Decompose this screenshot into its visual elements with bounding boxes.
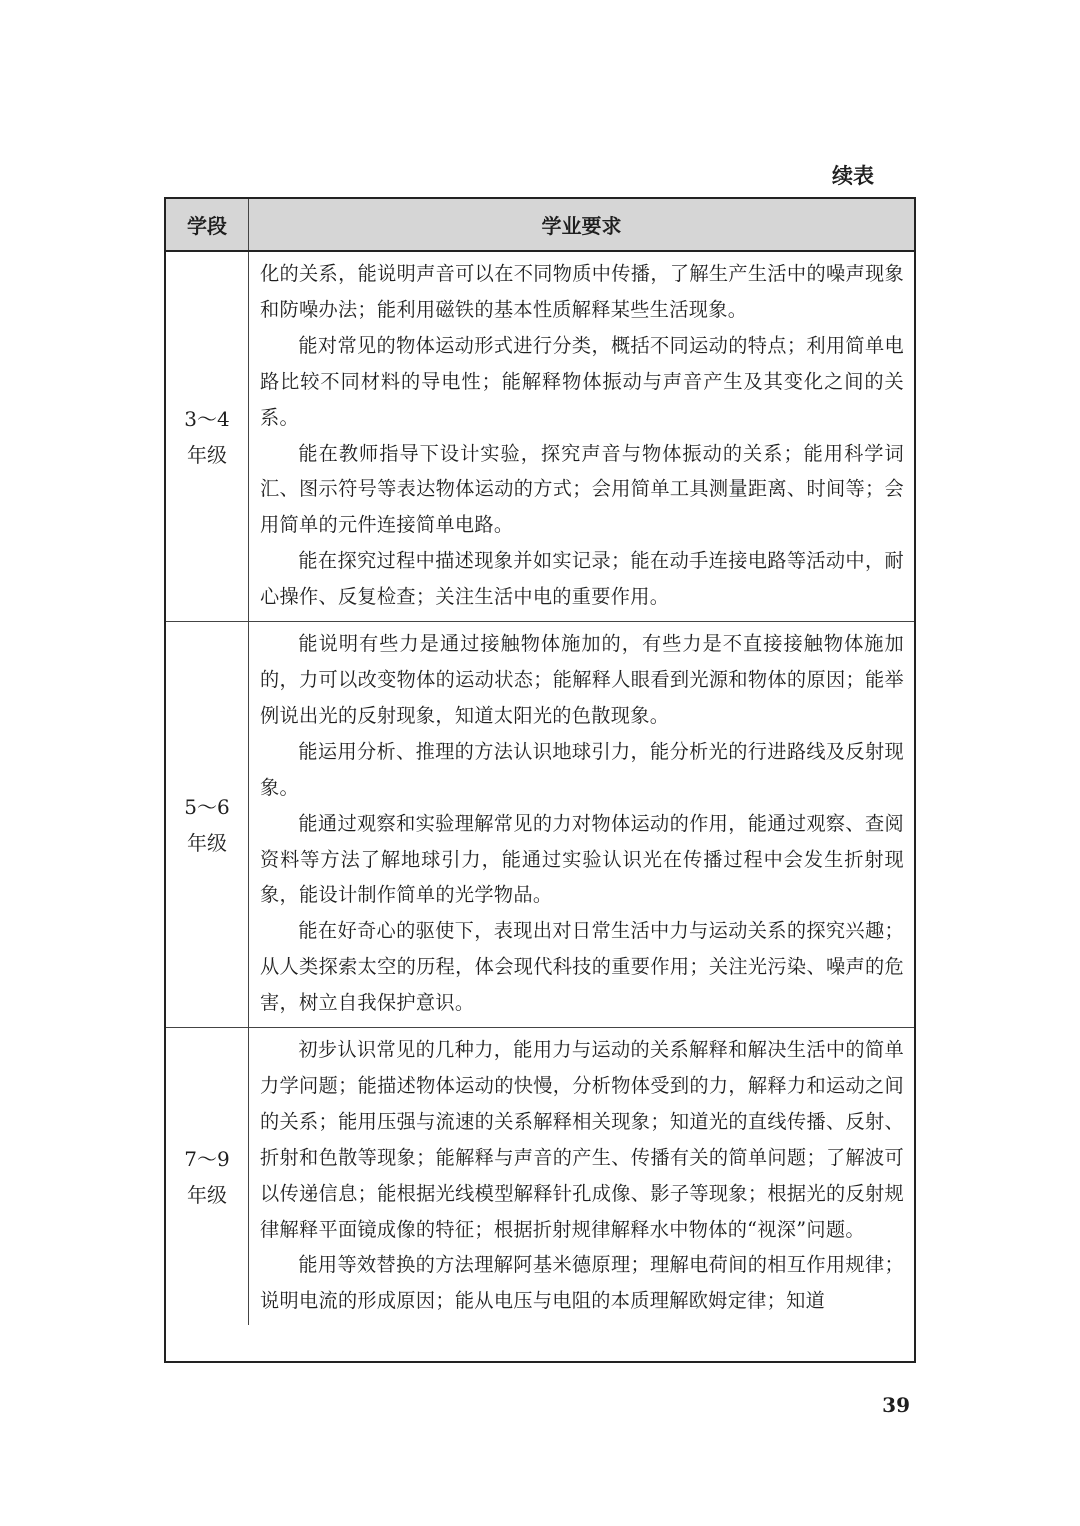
header-requirements: 学业要求 xyxy=(249,199,915,251)
grade-suffix: 年级 xyxy=(187,442,227,467)
requirement-paragraph: 能通过观察和实验理解常见的力对物体运动的作用，能通过观察、查阅资料等方法了解地球引力，能通过实验认识光在传播过程中会发生折射现象，能设计制作简单的光学物品。 xyxy=(260,811,904,907)
requirements-table xyxy=(164,197,916,1363)
requirement-paragraph: 能在探究过程中描述现象并如实记录；能在动手连接电路等活动中，耐心操作、反复检查；关注生活中电的重要作用。 xyxy=(260,549,904,609)
requirement-paragraph: 能运用分析、推理的方法认识地球引力，能分析光的行进路线及反射现象。 xyxy=(260,739,904,799)
grade-cell xyxy=(166,622,249,1028)
grade-range: 5～6 xyxy=(184,794,230,819)
requirement-paragraph: 能用等效替换的方法理解阿基米德原理；理解电荷间的相互作用规律；说明电流的形成原因；能从电压与电阻的本质理解欧姆定律；知道 xyxy=(260,1253,904,1313)
requirements-cell xyxy=(249,1028,915,1326)
requirement-paragraph: 能说明有些力是通过接触物体施加的，有些力是不直接接触物体施加的，力可以改变物体的运动状态；能解释人眼看到光源和物体的原因；能举例说出光的反射现象，知道太阳光的色散现象。 xyxy=(260,632,904,727)
requirement-paragraph: 化的关系，能说明声音可以在不同物质中传播，了解生产生活中的噪声现象和防噪办法；能利用磁铁的基本性质解释某些生活现象。 xyxy=(260,262,904,321)
grade-range: 7～9 xyxy=(184,1146,230,1171)
table-header-row xyxy=(166,199,914,251)
requirements-cell xyxy=(249,622,915,1028)
page-number: 39 xyxy=(882,1393,910,1417)
continued-label: 续表 xyxy=(832,164,874,188)
requirement-paragraph: 能对常见的物体运动形式进行分类，概括不同运动的特点；利用简单电路比较不同材料的导电性；能解释物体振动与声音产生及其变化之间的关系。 xyxy=(260,333,904,429)
grade-suffix: 年级 xyxy=(187,1182,227,1207)
grade-cell xyxy=(166,251,249,622)
table-row-grade-7-9 xyxy=(166,1028,914,1326)
requirement-paragraph: 能在教师指导下设计实验，探究声音与物体振动的关系；能用科学词汇、图示符号等表达物体运动的方式；会用简单工具测量距离、时间等；会用简单的元件连接简单电路。 xyxy=(260,441,904,537)
requirement-paragraph: 初步认识常见的几种力，能用力与运动的关系解释和解决生活中的简单力学问题；能描述物体运动的快慢，分析物体受到的力，解释力和运动之间的关系；能用压强与流速的关系解释相关现象；知道光的直线传播、反射、折射和色散等现象；能解释与声音的产生、传播有关的简单问题；了解波可以传递信息；能根据光线模型解释针孔成像、影子等现象；根据光的反射规律解释平面镜成像的特征；根据折射规律解释水中物体的“视深”问题。 xyxy=(260,1038,904,1241)
grade-cell xyxy=(166,1028,249,1326)
header-stage: 学段 xyxy=(166,199,249,251)
grade-range: 3～4 xyxy=(184,406,230,431)
requirements-cell xyxy=(249,251,915,622)
table-row-grade-5-6 xyxy=(166,622,914,1028)
table-row-grade-3-4 xyxy=(166,251,914,622)
requirement-paragraph: 能在好奇心的驱使下，表现出对日常生活中力与运动关系的探究兴趣；从人类探索太空的历程，体会现代科技的重要作用；关注光污染、噪声的危害，树立自我保护意识。 xyxy=(260,919,904,1015)
grade-suffix: 年级 xyxy=(187,830,227,855)
